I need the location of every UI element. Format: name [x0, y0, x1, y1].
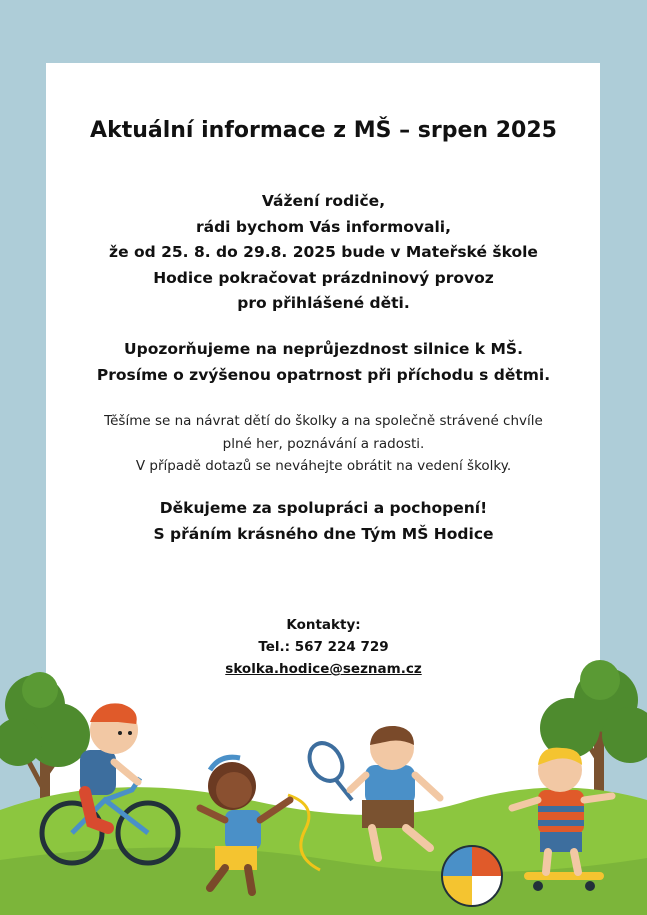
warning-line: Upozorňujeme na neprůjezdnost silnice k MŠ. — [124, 340, 523, 358]
thanks-line: Děkujeme za spolupráci a pochopení! — [159, 499, 488, 517]
contact-phone: Tel.: 567 224 729 — [258, 639, 389, 655]
thanks-line: S přáním krásného dne Tým MŠ Hodice — [153, 524, 494, 543]
info-line: plné her, poznávání a radosti. — [222, 435, 425, 452]
contact-email-link[interactable]: skolka.hodice@seznam.cz — [225, 661, 422, 677]
info-line: V případě dotazů se neváhejte obrátit na vedení školky. — [135, 458, 512, 474]
contacts-heading: Kontakty: — [286, 617, 361, 633]
beach-ball — [442, 846, 502, 906]
greeting-line: Vážení rodiče, — [261, 192, 386, 210]
greeting-line: rádi bychom Vás informovali, — [195, 217, 452, 236]
warning-line: Prosíme o zvýšenou opatrnost při příchodu s dětmi. — [96, 365, 551, 384]
greeting-line: pro přihlášené děti. — [237, 294, 410, 312]
page-title: Aktuální informace z MŠ – srpen 2025 — [90, 118, 557, 143]
greeting-line: Hodice pokračovat prázdninový provoz — [153, 268, 494, 287]
greeting-line: že od 25. 8. do 29.8. 2025 bude v Mateřské škole — [109, 243, 538, 261]
info-line: Těšíme se na návrat dětí do školky a na společně strávené chvíle — [104, 413, 543, 429]
